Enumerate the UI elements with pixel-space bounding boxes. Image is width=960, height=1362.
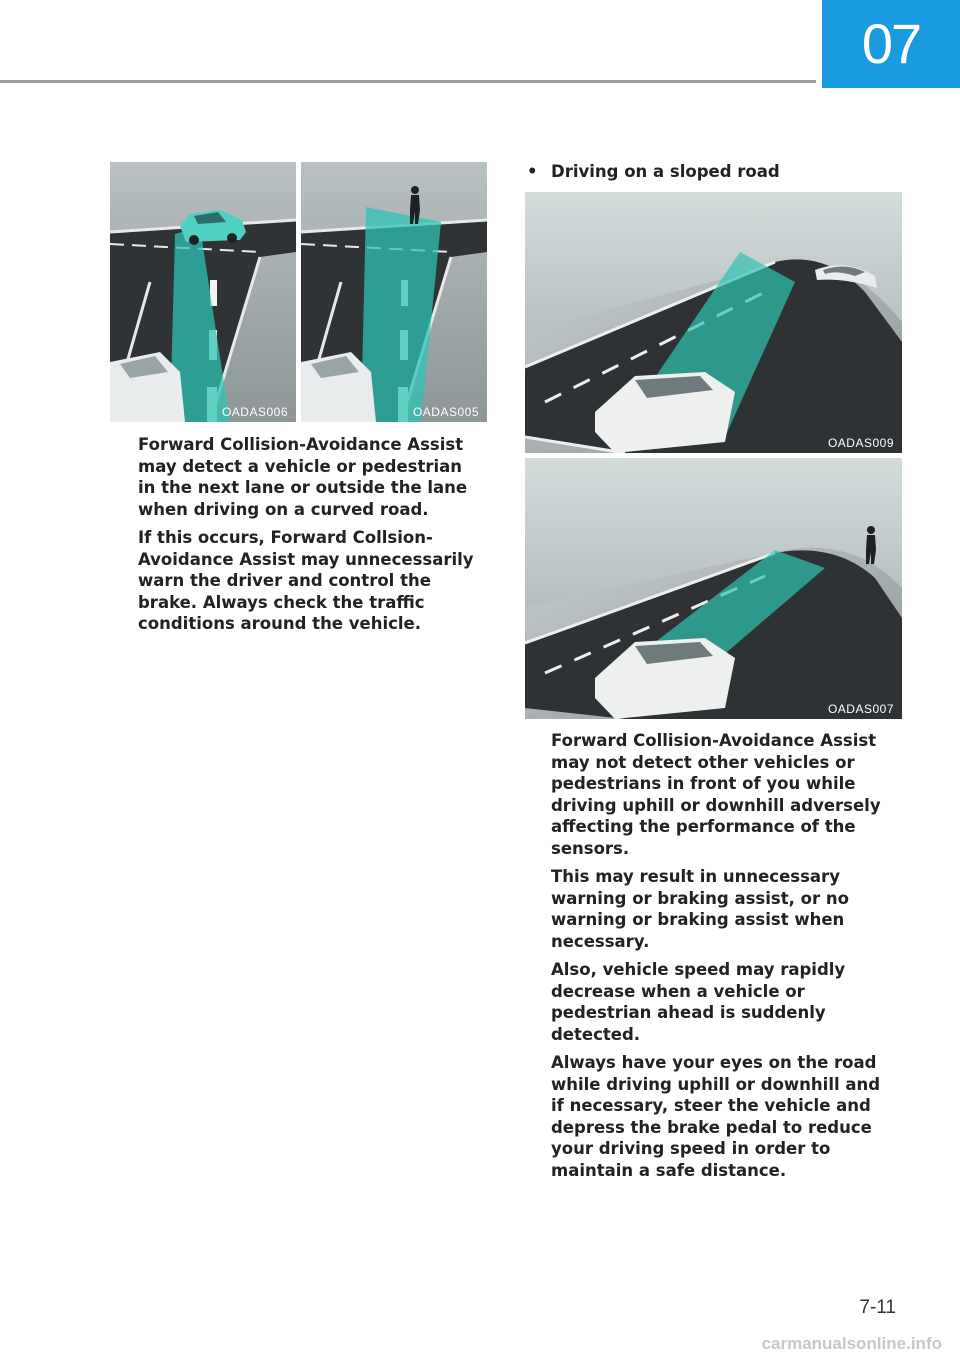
figure-sloped-road-pedestrian xyxy=(525,458,902,719)
section-heading-text: Driving on a sloped road xyxy=(551,162,780,181)
figure-code: OADAS007 xyxy=(827,702,894,716)
figure-sloped-road-vehicle xyxy=(525,192,902,453)
figure-curved-road-vehicle xyxy=(110,162,296,422)
paragraph: Also, vehicle speed may rapidly decrease when a vehicle or pedestrian ahead is suddenly detected. xyxy=(551,960,846,1044)
left-column-text xyxy=(138,434,483,642)
sloped-road-vehicle-illustration xyxy=(525,192,902,453)
curved-road-vehicle-illustration xyxy=(110,162,296,422)
chapter-tab: 07 xyxy=(822,0,960,88)
header-rule xyxy=(0,80,816,83)
watermark: carmanualsonline.info xyxy=(761,1334,942,1353)
figure-code: OADAS009 xyxy=(827,436,894,450)
figure-code: OADAS006 xyxy=(221,405,288,419)
bullet-icon: • xyxy=(527,162,538,181)
page-number: 7-11 xyxy=(859,1297,896,1318)
paragraph: If this occurs, Forward Collsion-Avoidance Assist may unnecessarily warn the driver and control the brake. Always check the traffic conditions around the vehicle. xyxy=(138,528,474,633)
figure-code: OADAS005 xyxy=(412,405,479,419)
paragraph: This may result in unnecessary warning or braking assist, or no warning or braking assist when necessary. xyxy=(551,867,849,951)
right-column-text xyxy=(551,730,896,1188)
section-heading xyxy=(527,161,780,183)
curved-road-pedestrian-illustration xyxy=(301,162,487,422)
figure-curved-road-pedestrian xyxy=(301,162,487,422)
paragraph: Forward Collision-Avoidance Assist may not detect other vehicles or pedestrians in front of you while driving uphill or downhill adversely affecting the performance of the sensors. xyxy=(551,731,881,858)
paragraph: Forward Collision-Avoidance Assist may detect a vehicle or pedestrian in the next lane or outside the lane when driving on a curved road. xyxy=(138,435,468,519)
sloped-road-pedestrian-illustration xyxy=(525,458,902,719)
paragraph: Always have your eyes on the road while driving uphill or downhill and if necessary, steer the vehicle and depress the brake pedal to reduce your driving speed in order to maintain a safe distance. xyxy=(551,1053,881,1180)
